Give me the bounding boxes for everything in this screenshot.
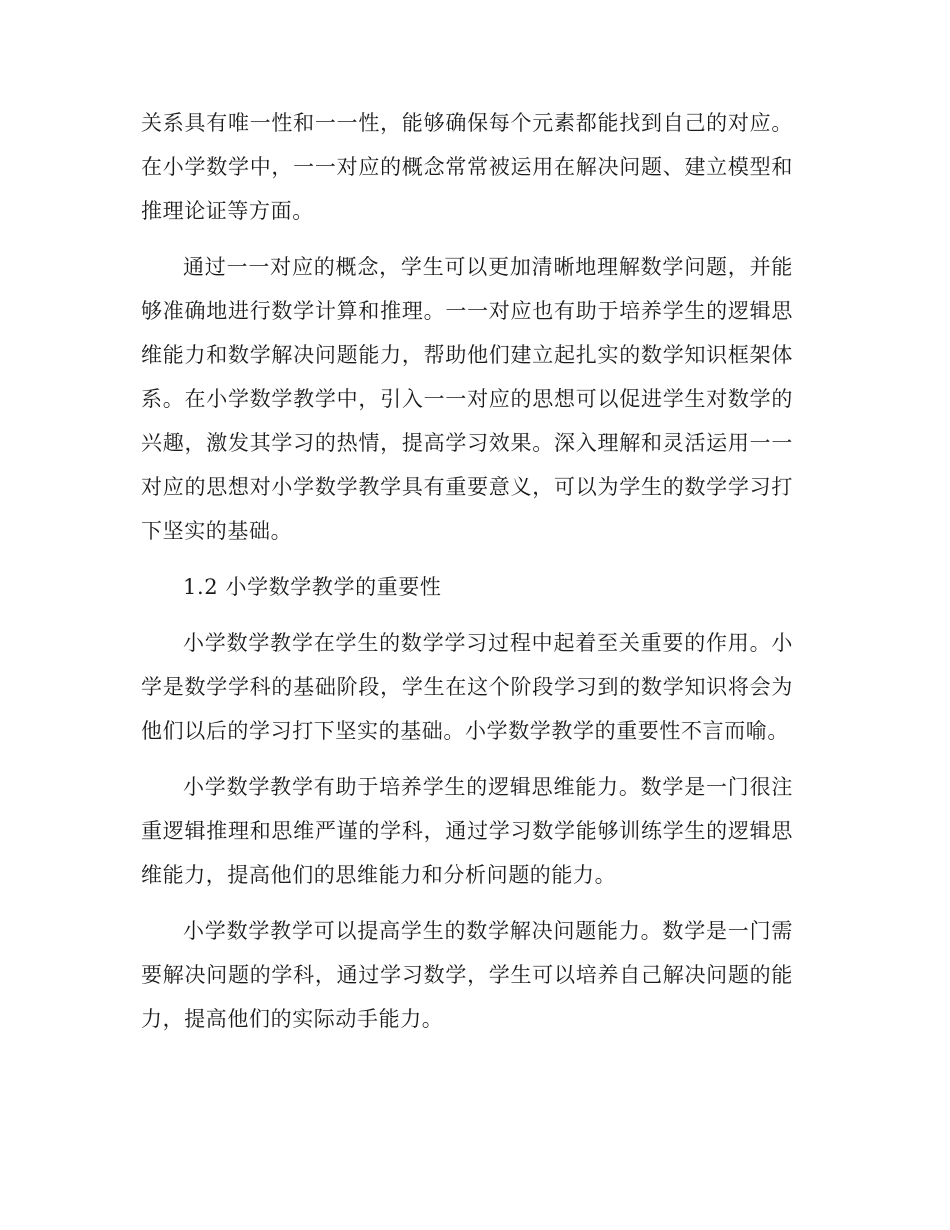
text-line: 在小学数学中，一一对应的概念常常被运用在解决问题、建立模型和 <box>141 155 793 179</box>
text-line: 小学数学教学可以提高学生的数学解决问题能力。数学是一门需 <box>183 919 793 943</box>
text-line: 小学数学教学有助于培养学生的逻辑思维能力。数学是一门很注 <box>183 775 793 799</box>
text-line: 学是数学学科的基础阶段，学生在这个阶段学习到的数学知识将会为 <box>141 675 793 699</box>
text-line: 兴趣，激发其学习的热情，提高学习效果。深入理解和灵活运用一一 <box>141 431 793 455</box>
paragraph-importance <box>141 621 793 753</box>
text-line: 小学数学教学在学生的数学学习过程中起着至关重要的作用。小 <box>183 631 793 655</box>
text-line: 重逻辑推理和思维严谨的学科，通过学习数学能够训练学生的逻辑思 <box>141 819 793 843</box>
text-line: 够准确地进行数学计算和推理。一一对应也有助于培养学生的逻辑思 <box>141 299 793 323</box>
text-line: 通过一一对应的概念，学生可以更加清晰地理解数学问题，并能 <box>183 255 793 279</box>
paragraph-logical-thinking <box>141 765 793 897</box>
text-line: 力，提高他们的实际动手能力。 <box>141 1007 444 1031</box>
text-line: 系。在小学数学教学中，引入一一对应的思想可以促进学生对数学的 <box>141 387 793 411</box>
text-line: 下坚实的基础。 <box>141 519 293 543</box>
text-line: 推理论证等方面。 <box>141 199 314 223</box>
document-body <box>141 101 793 1053</box>
text-line: 要解决问题的学科，通过学习数学，学生可以培养自己解决问题的能 <box>141 963 793 987</box>
section-heading: 1.2 小学数学教学的重要性 <box>183 575 442 599</box>
paragraph-problem-solving <box>141 909 793 1041</box>
text-line: 对应的思想对小学数学教学具有重要意义，可以为学生的数学学习打 <box>141 475 793 499</box>
paragraph-continuation <box>141 101 793 233</box>
text-line: 维能力和数学解决问题能力，帮助他们建立起扎实的数学知识框架体 <box>141 343 793 367</box>
text-line: 他们以后的学习打下坚实的基础。小学数学教学的重要性不言而喻。 <box>141 719 789 743</box>
paragraph-one-to-one-benefits <box>141 245 793 553</box>
text-line: 关系具有唯一性和一一性，能够确保每个元素都能找到自己的对应。 <box>141 111 793 135</box>
text-line: 维能力，提高他们的思维能力和分析问题的能力。 <box>141 863 617 887</box>
